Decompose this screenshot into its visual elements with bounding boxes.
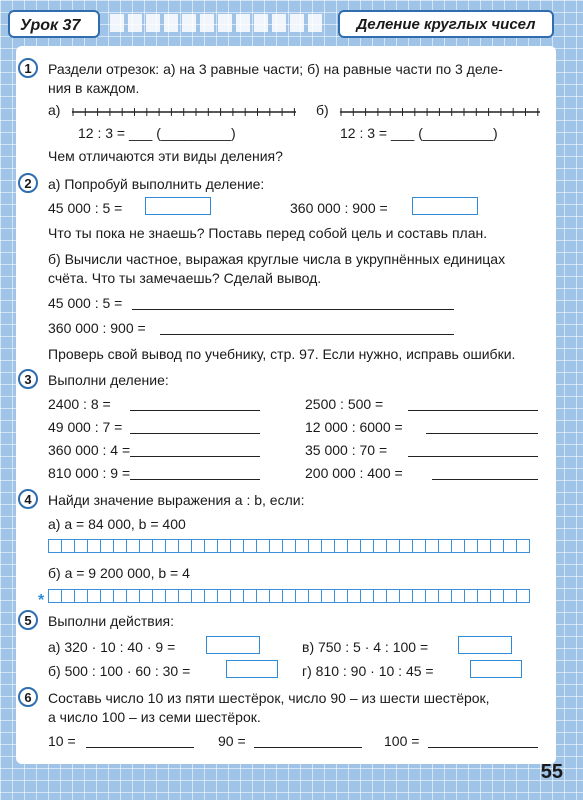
grid-cell[interactable] [48, 589, 62, 603]
answer-line[interactable] [130, 433, 260, 434]
grid-cell[interactable] [204, 539, 218, 553]
lesson-label: Урок 37 [8, 10, 100, 38]
grid-cell[interactable] [490, 589, 504, 603]
grid-cell[interactable] [243, 589, 257, 603]
answer-box[interactable] [412, 197, 478, 215]
grid-cell[interactable] [61, 539, 75, 553]
grid-cell[interactable] [464, 539, 478, 553]
grid-cell[interactable] [126, 589, 140, 603]
answer-line[interactable] [130, 410, 260, 411]
task5-v: в) 750 : 5 · 4 : 100 = [302, 639, 429, 655]
segment-b [340, 104, 566, 120]
answer-box[interactable] [145, 197, 211, 215]
task2-part-b-line2: счёта. Что ты замечаешь? Сделай вывод. [48, 270, 322, 286]
answer-line[interactable] [408, 456, 538, 457]
grid-cell[interactable] [438, 589, 452, 603]
answer-line[interactable] [130, 456, 260, 457]
header-decoration [110, 14, 322, 32]
answer-line[interactable] [86, 747, 194, 748]
grid-cell[interactable] [412, 539, 426, 553]
grid-cell[interactable] [386, 589, 400, 603]
grid-cell[interactable] [425, 539, 439, 553]
page-title: Деление круглых чисел [338, 10, 554, 38]
task3-left-2: 49 000 : 7 = [48, 419, 123, 435]
answer-grid-b[interactable] [48, 589, 529, 603]
grid-cell[interactable] [256, 539, 270, 553]
task3-left-3: 360 000 : 4 = [48, 442, 131, 458]
grid-cell[interactable] [204, 589, 218, 603]
grid-cell[interactable] [113, 589, 127, 603]
task3-right-2: 12 000 : 6000 = [305, 419, 403, 435]
task3-left-4: 810 000 : 9 = [48, 465, 131, 481]
task2-part-a: а) Попробуй выполнить деление: [48, 176, 265, 192]
answer-line[interactable] [426, 433, 538, 434]
grid-cell[interactable] [490, 539, 504, 553]
grid-cell[interactable] [321, 589, 335, 603]
task1-text-line1: Раздели отрезок: а) на 3 равные части; б) на равные части по 3 деле- [48, 61, 503, 77]
task6-expression-90: 90 = [218, 733, 246, 749]
grid-cell[interactable] [269, 589, 283, 603]
task-number-5: 5 [18, 610, 38, 630]
task3-text: Выполни деление: [48, 372, 169, 388]
grid-cell[interactable] [425, 589, 439, 603]
task6-expression-10: 10 = [48, 733, 76, 749]
grid-cell[interactable] [308, 589, 322, 603]
grid-cell[interactable] [217, 589, 231, 603]
task1-label-a: а) [48, 102, 61, 118]
grid-cell[interactable] [152, 589, 166, 603]
grid-cell[interactable] [451, 589, 465, 603]
grid-cell[interactable] [399, 589, 413, 603]
grid-cell[interactable] [243, 539, 257, 553]
grid-cell[interactable] [321, 539, 335, 553]
grid-cell[interactable] [477, 539, 491, 553]
grid-cell[interactable] [347, 539, 361, 553]
task1-expression-b: 12 : 3 = ___ (_________) [340, 125, 498, 141]
grid-cell[interactable] [373, 539, 387, 553]
grid-cell[interactable] [386, 539, 400, 553]
task2-example-1: 45 000 : 5 = [48, 200, 123, 216]
answer-line[interactable] [130, 479, 260, 480]
answer-line[interactable] [254, 747, 362, 748]
task5-a: а) 320 · 10 : 40 · 9 = [48, 639, 176, 655]
grid-cell[interactable] [295, 539, 309, 553]
grid-cell[interactable] [100, 539, 114, 553]
grid-cell[interactable] [87, 589, 101, 603]
grid-cell[interactable] [464, 589, 478, 603]
task2-check: Проверь свой вывод по учебнику, стр. 97. Если нужно, исправь ошибки. [48, 346, 516, 362]
grid-cell[interactable] [503, 539, 517, 553]
task-number-4: 4 [18, 489, 38, 509]
task1-text-line2: ния в каждом. [48, 80, 140, 96]
grid-cell[interactable] [477, 589, 491, 603]
task-number-3: 3 [18, 369, 38, 389]
task2-example-4: 360 000 : 900 = [48, 320, 146, 336]
task3-right-4: 200 000 : 400 = [305, 465, 403, 481]
grid-cell[interactable] [373, 589, 387, 603]
difficulty-star-icon: * [38, 592, 45, 609]
task1-expression-a: 12 : 3 = ___ (_________) [78, 125, 236, 141]
answer-box[interactable] [206, 636, 260, 654]
grid-cell[interactable] [100, 589, 114, 603]
task-number-1: 1 [18, 58, 38, 78]
answer-line[interactable] [432, 479, 538, 480]
grid-cell[interactable] [152, 539, 166, 553]
grid-cell[interactable] [451, 539, 465, 553]
task2-example-2: 360 000 : 900 = [290, 200, 388, 216]
task1-label-b: б) [316, 102, 329, 118]
answer-grid-a[interactable] [48, 539, 529, 553]
grid-cell[interactable] [360, 539, 374, 553]
task3-left-1: 2400 : 8 = [48, 396, 111, 412]
task6-text-line1: Составь число 10 из пяти шестёрок, число 90 – из шести шестёрок, [48, 690, 490, 706]
task-number-2: 2 [18, 173, 38, 193]
task5-text: Выполни действия: [48, 613, 174, 629]
answer-box[interactable] [470, 660, 522, 678]
grid-cell[interactable] [74, 539, 88, 553]
grid-cell[interactable] [74, 589, 88, 603]
grid-cell[interactable] [438, 539, 452, 553]
grid-cell[interactable] [282, 589, 296, 603]
grid-cell[interactable] [334, 539, 348, 553]
page-number: 55 [540, 761, 563, 783]
grid-cell[interactable] [360, 589, 374, 603]
grid-cell[interactable] [48, 539, 62, 553]
grid-cell[interactable] [191, 539, 205, 553]
grid-cell[interactable] [282, 539, 296, 553]
grid-cell[interactable] [113, 539, 127, 553]
answer-line[interactable] [160, 334, 454, 335]
grid-cell[interactable] [126, 539, 140, 553]
task4-b: б) a = 9 200 000, b = 4 [48, 565, 190, 581]
task3-right-3: 35 000 : 70 = [305, 442, 388, 458]
grid-cell[interactable] [516, 589, 530, 603]
grid-cell[interactable] [165, 589, 179, 603]
answer-line[interactable] [408, 410, 538, 411]
grid-cell[interactable] [178, 589, 192, 603]
grid-cell[interactable] [399, 539, 413, 553]
grid-cell[interactable] [503, 589, 517, 603]
grid-cell[interactable] [139, 589, 153, 603]
grid-cell[interactable] [334, 589, 348, 603]
task2-part-b-line1: б) Вычисли частное, выражая круглые числа в укрупнённых единицах [48, 251, 506, 267]
grid-cell[interactable] [230, 589, 244, 603]
task6-text-line2: а число 100 – из семи шестёрок. [48, 709, 261, 725]
answer-box[interactable] [458, 636, 512, 654]
grid-cell[interactable] [139, 539, 153, 553]
task-number-6: 6 [18, 687, 38, 707]
grid-cell[interactable] [165, 539, 179, 553]
grid-cell[interactable] [295, 589, 309, 603]
task5-g: г) 810 : 90 · 10 : 45 = [302, 663, 434, 679]
grid-cell[interactable] [217, 539, 231, 553]
grid-cell[interactable] [412, 589, 426, 603]
grid-cell[interactable] [308, 539, 322, 553]
task1-question: Чем отличаются эти виды деления? [48, 148, 283, 164]
task6-expression-100: 100 = [384, 733, 420, 749]
grid-cell[interactable] [230, 539, 244, 553]
task2-question-a: Что ты пока не знаешь? Поставь перед собой цель и составь план. [48, 225, 488, 241]
grid-cell[interactable] [191, 589, 205, 603]
task5-b: б) 500 : 100 · 60 : 30 = [48, 663, 191, 679]
grid-cell[interactable] [87, 539, 101, 553]
answer-line[interactable] [132, 309, 454, 310]
answer-line[interactable] [428, 747, 538, 748]
answer-box[interactable] [226, 660, 278, 678]
task2-example-3: 45 000 : 5 = [48, 295, 123, 311]
task3-right-1: 2500 : 500 = [305, 396, 384, 412]
grid-cell[interactable] [61, 589, 75, 603]
task4-text: Найди значение выражения a : b, если: [48, 492, 305, 508]
grid-cell[interactable] [516, 539, 530, 553]
segment-a [72, 104, 298, 120]
grid-cell[interactable] [256, 589, 270, 603]
grid-cell[interactable] [178, 539, 192, 553]
grid-cell[interactable] [269, 539, 283, 553]
task4-a: а) a = 84 000, b = 400 [48, 516, 186, 532]
grid-cell[interactable] [347, 589, 361, 603]
